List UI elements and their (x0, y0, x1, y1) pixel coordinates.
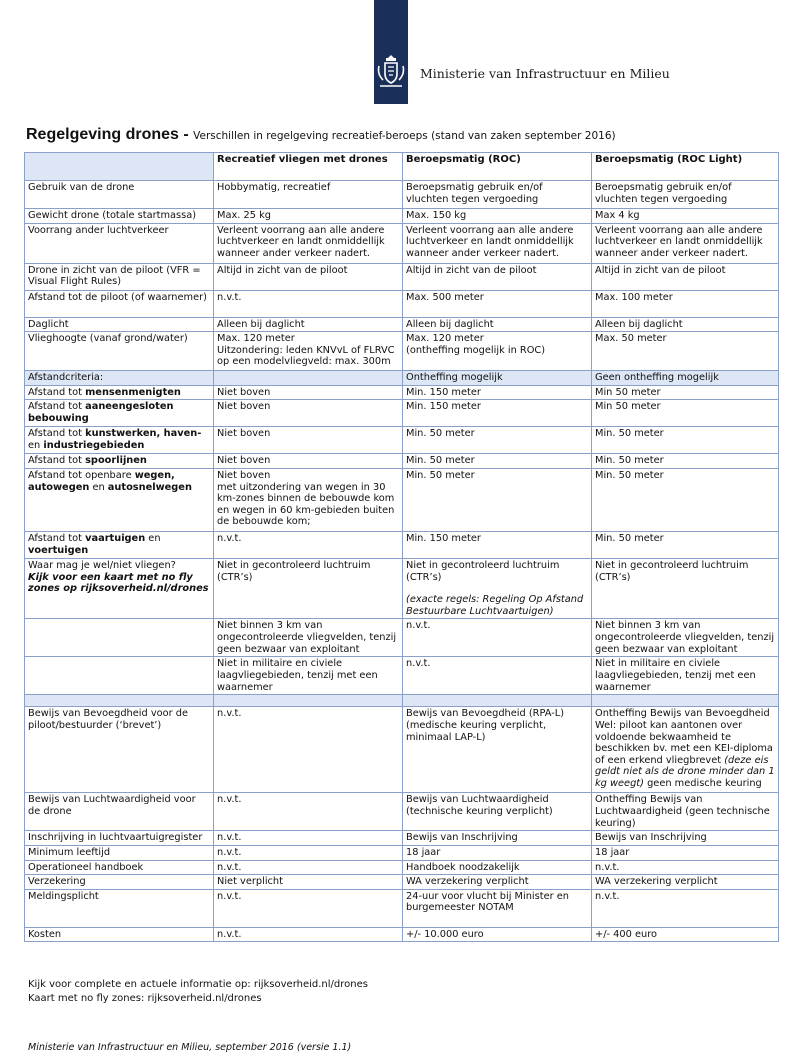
cell: +/- 400 euro (592, 927, 779, 942)
cell: Hobbymatig, recreatief (214, 181, 403, 209)
table-row (25, 332, 779, 371)
cell: n.v.t. (214, 860, 403, 875)
label-bold: autowegen (28, 481, 90, 493)
row-label: Minimum leeftijd (25, 845, 214, 860)
row-label: Operationeel handboek (25, 860, 214, 875)
cell: Altijd in zicht van de piloot (403, 263, 592, 290)
cell (403, 558, 592, 618)
row-label (25, 427, 214, 454)
table-row (25, 531, 779, 558)
cell: Verleent voorrang aan alle andere luchtverkeer en landt onmiddellijk wanneer ander verkeer nadert. (592, 223, 779, 263)
row-label: Voorrang ander luchtverkeer (25, 223, 214, 263)
table-row (25, 427, 779, 454)
cell: Max. 150 kg (403, 209, 592, 224)
cell: Verleent voorrang aan alle andere luchtverkeer en landt onmiddellijk wanneer ander verkeer nadert. (403, 223, 592, 263)
cell: n.v.t. (214, 889, 403, 927)
row-label (25, 619, 214, 657)
label-text: en (89, 481, 108, 493)
label-text: Afstand tot (28, 428, 86, 440)
cell: Verleent voorrang aan alle andere luchtverkeer en landt onmiddellijk wanneer ander verkeer nadert. (214, 223, 403, 263)
label-text: Afstand tot (28, 386, 86, 398)
cell: Niet in militaire en civiele laagvliegebieden, tenzij met een waarnemer (214, 657, 403, 695)
cell-line: (ontheffing mogelijk in ROC) (406, 344, 546, 356)
table-row (25, 831, 779, 846)
spacer-cell (214, 695, 403, 707)
cell: Beroepsmatig gebruik en/of vluchten tegen vergoeding (403, 181, 592, 209)
label-text: Waar mag je wel/niet vliegen? (28, 559, 176, 571)
label-text: Afstand tot (28, 532, 86, 544)
table-row (25, 558, 779, 618)
label-bold-italic: Kijk voor een kaart met no fly zones op rijksoverheid.nl/drones (28, 571, 209, 595)
row-label (25, 558, 214, 618)
row-label (25, 468, 214, 531)
row-label (25, 385, 214, 400)
row-label: Meldingsplicht (25, 889, 214, 927)
row-label: Kosten (25, 927, 214, 942)
label-bold: wegen, (134, 469, 175, 481)
cell: Max. 50 meter (592, 332, 779, 371)
footer-info-line: Kijk voor complete en actuele informatie op: rijksoverheid.nl/drones (28, 979, 368, 990)
table-row (25, 290, 779, 317)
cell: Min. 150 meter (403, 531, 592, 558)
cell: Min. 50 meter (403, 427, 592, 454)
row-label: Afstand tot de piloot (of waarnemer) (25, 290, 214, 317)
row-label: Bewijs van Luchtwaardigheid voor de drone (25, 793, 214, 831)
cell: Min. 50 meter (592, 454, 779, 469)
label-text: Afstand tot openbare (28, 469, 135, 481)
cell-line: Max. 120 meter (406, 333, 484, 345)
cell: n.v.t. (214, 927, 403, 942)
cell: Bewijs van Inschrijving (592, 831, 779, 846)
cell: n.v.t. (214, 831, 403, 846)
cell: Beroepsmatig gebruik en/of vluchten tegen vergoeding (592, 181, 779, 209)
cell: Alleen bij daglicht (214, 317, 403, 332)
cell (214, 332, 403, 371)
label-bold: industriegebieden (43, 439, 145, 451)
row-label (25, 657, 214, 695)
table-row (25, 317, 779, 332)
table-header-row (25, 153, 779, 181)
cell: Bewijs van Bevoegdheid (RPA-L) (medische keuring verplicht, minimaal LAP-L) (403, 707, 592, 793)
cell-line: Niet boven (217, 469, 271, 481)
cell: Min 50 meter (592, 400, 779, 427)
cell: n.v.t. (214, 707, 403, 793)
cell: Ontheffing mogelijk (403, 371, 592, 386)
cell (214, 371, 403, 386)
label-text: Afstand tot (28, 455, 86, 467)
cell: n.v.t. (214, 845, 403, 860)
table-row (25, 181, 779, 209)
table-row (25, 223, 779, 263)
cell-note: (deze eis geldt niet als de drone minder dan 1 kg weegt) (595, 754, 775, 789)
spacer-cell (592, 695, 779, 707)
cell-text: Ontheffing Bewijs van Bevoegdheid Wel: piloot kan aantonen over voldoende bekwaamheid te beschikken bv. met een KEI-diploma of een erkend vliegbrevet (595, 708, 773, 766)
spacer-row (25, 695, 779, 707)
cell: Alleen bij daglicht (403, 317, 592, 332)
cell-note: (exacte regels: Regeling Op Afstand Bestuurbare Luchtvaartuigen) (406, 594, 584, 617)
cell: n.v.t. (214, 531, 403, 558)
label-text: en (145, 532, 161, 544)
cell: Bewijs van Inschrijving (403, 831, 592, 846)
cell-line: Niet in gecontroleerd luchtruim (CTR’s) (406, 559, 560, 583)
cell: Alleen bij daglicht (592, 317, 779, 332)
table-row (25, 209, 779, 224)
spacer-cell (25, 695, 214, 707)
cell (592, 707, 779, 793)
cell (403, 332, 592, 371)
table-row (25, 385, 779, 400)
cell: Niet in gecontroleerd luchtruim (CTR’s) (592, 558, 779, 618)
table-row (25, 619, 779, 657)
cell: Max. 25 kg (214, 209, 403, 224)
cell-line: Max. 120 meter (217, 333, 295, 345)
cell: n.v.t. (592, 860, 779, 875)
row-label (25, 531, 214, 558)
table-row (25, 889, 779, 927)
section-label: Afstandcriteria: (25, 371, 214, 386)
coat-of-arms-logo (375, 52, 407, 92)
label-text: Afstand tot (28, 401, 86, 413)
table-row (25, 468, 779, 531)
row-label (25, 454, 214, 469)
cell: +/- 10.000 euro (403, 927, 592, 942)
cell: Niet in gecontroleerd luchtruim (CTR’s) (214, 558, 403, 618)
cell: Geen ontheffing mogelijk (592, 371, 779, 386)
title-separator: - (178, 126, 194, 143)
table-row (25, 657, 779, 695)
cell: Niet boven (214, 400, 403, 427)
cell (214, 468, 403, 531)
table-row (25, 707, 779, 793)
cell: Min. 50 meter (592, 468, 779, 531)
table-row (25, 263, 779, 290)
cell: 18 jaar (592, 845, 779, 860)
cell: Niet boven (214, 385, 403, 400)
title-main: Regelgeving drones (26, 126, 179, 143)
row-label: Vlieghoogte (vanaf grond/water) (25, 332, 214, 371)
cell: Ontheffing Bewijs van Luchtwaardigheid (geen technische keuring) (592, 793, 779, 831)
label-bold: spoorlijnen (85, 455, 147, 467)
cell: Min. 150 meter (403, 400, 592, 427)
row-label (25, 400, 214, 427)
cell: n.v.t. (214, 290, 403, 317)
table-row (25, 875, 779, 890)
cell: Handboek noodzakelijk (403, 860, 592, 875)
cell: Max 4 kg (592, 209, 779, 224)
spacer-cell (403, 695, 592, 707)
ministry-name: Ministerie van Infrastructuur en Milieu (420, 66, 670, 81)
cell: n.v.t. (592, 889, 779, 927)
row-label: Gebruik van de drone (25, 181, 214, 209)
cell: 18 jaar (403, 845, 592, 860)
document-title (26, 124, 616, 144)
cell-line: met uitzondering van wegen in 30 km-zones binnen de bebouwde kom en wegen in 60 km-gebieden buiten de bebouwde kom; (217, 481, 395, 528)
cell: Niet binnen 3 km van ongecontroleerde vliegvelden, tenzij geen bezwaar van exploitant (592, 619, 779, 657)
regulation-table (24, 152, 779, 942)
footer-links (28, 978, 368, 1006)
header-roc: Beroepsmatig (ROC) (403, 153, 592, 181)
header-empty (25, 153, 214, 181)
cell: Altijd in zicht van de piloot (592, 263, 779, 290)
table-row (25, 927, 779, 942)
cell: 24-uur voor vlucht bij Minister en burgemeester NOTAM (403, 889, 592, 927)
cell: Niet boven (214, 454, 403, 469)
cell: n.v.t. (403, 619, 592, 657)
row-label: Daglicht (25, 317, 214, 332)
label-bold: voertuigen (28, 544, 89, 556)
label-bold: autosnelwegen (107, 481, 192, 493)
cell-line: Uitzondering: leden KNVvL of FLRVC op een modelvliegveld: max. 300m (217, 344, 395, 368)
cell: Min. 50 meter (403, 454, 592, 469)
cell: Niet boven (214, 427, 403, 454)
footer-map-line: Kaart met no fly zones: rijksoverheid.nl/drones (28, 993, 262, 1004)
cell: Min. 50 meter (592, 531, 779, 558)
cell: Bewijs van Luchtwaardigheid (technische keuring verplicht) (403, 793, 592, 831)
label-bold: mensenmenigten (85, 386, 181, 398)
cell: n.v.t. (214, 793, 403, 831)
cell: WA verzekering verplicht (592, 875, 779, 890)
section-row (25, 371, 779, 386)
header-recreatief: Recreatief vliegen met drones (214, 153, 403, 181)
cell: n.v.t. (403, 657, 592, 695)
label-bold: aaneengesloten bebouwing (28, 401, 174, 424)
cell: Max. 100 meter (592, 290, 779, 317)
cell-text: geen medische keuring (643, 777, 762, 789)
table-row (25, 860, 779, 875)
header-roc-light: Beroepsmatig (ROC Light) (592, 153, 779, 181)
cell: Min. 150 meter (403, 385, 592, 400)
title-subtitle: Verschillen in regelgeving recreatief-beroeps (stand van zaken september 2016) (193, 130, 616, 142)
label-text: en (28, 439, 44, 451)
cell: Min. 50 meter (592, 427, 779, 454)
label-bold: vaartuigen (85, 532, 146, 544)
row-label: Inschrijving in luchtvaartuigregister (25, 831, 214, 846)
cell: Altijd in zicht van de piloot (214, 263, 403, 290)
cell: Niet in militaire en civiele laagvliegebieden, tenzij met een waarnemer (592, 657, 779, 695)
cell: Min 50 meter (592, 385, 779, 400)
cell: WA verzekering verplicht (403, 875, 592, 890)
footer-meta: Ministerie van Infrastructuur en Milieu, september 2016 (versie 1.1) (28, 1042, 352, 1053)
cell: Min. 50 meter (403, 468, 592, 531)
row-label: Verzekering (25, 875, 214, 890)
cell: Niet verplicht (214, 875, 403, 890)
label-bold: kunstwerken, haven- (85, 428, 202, 440)
row-label: Bewijs van Bevoegdheid voor de piloot/bestuurder (‘brevet’) (25, 707, 214, 793)
table-row (25, 454, 779, 469)
table-row (25, 845, 779, 860)
row-label: Gewicht drone (totale startmassa) (25, 209, 214, 224)
row-label: Drone in zicht van de piloot (VFR = Visual Flight Rules) (25, 263, 214, 290)
table-row (25, 793, 779, 831)
cell: Max. 500 meter (403, 290, 592, 317)
cell: Niet binnen 3 km van ongecontroleerde vliegvelden, tenzij geen bezwaar van exploitant (214, 619, 403, 657)
table-row (25, 400, 779, 427)
